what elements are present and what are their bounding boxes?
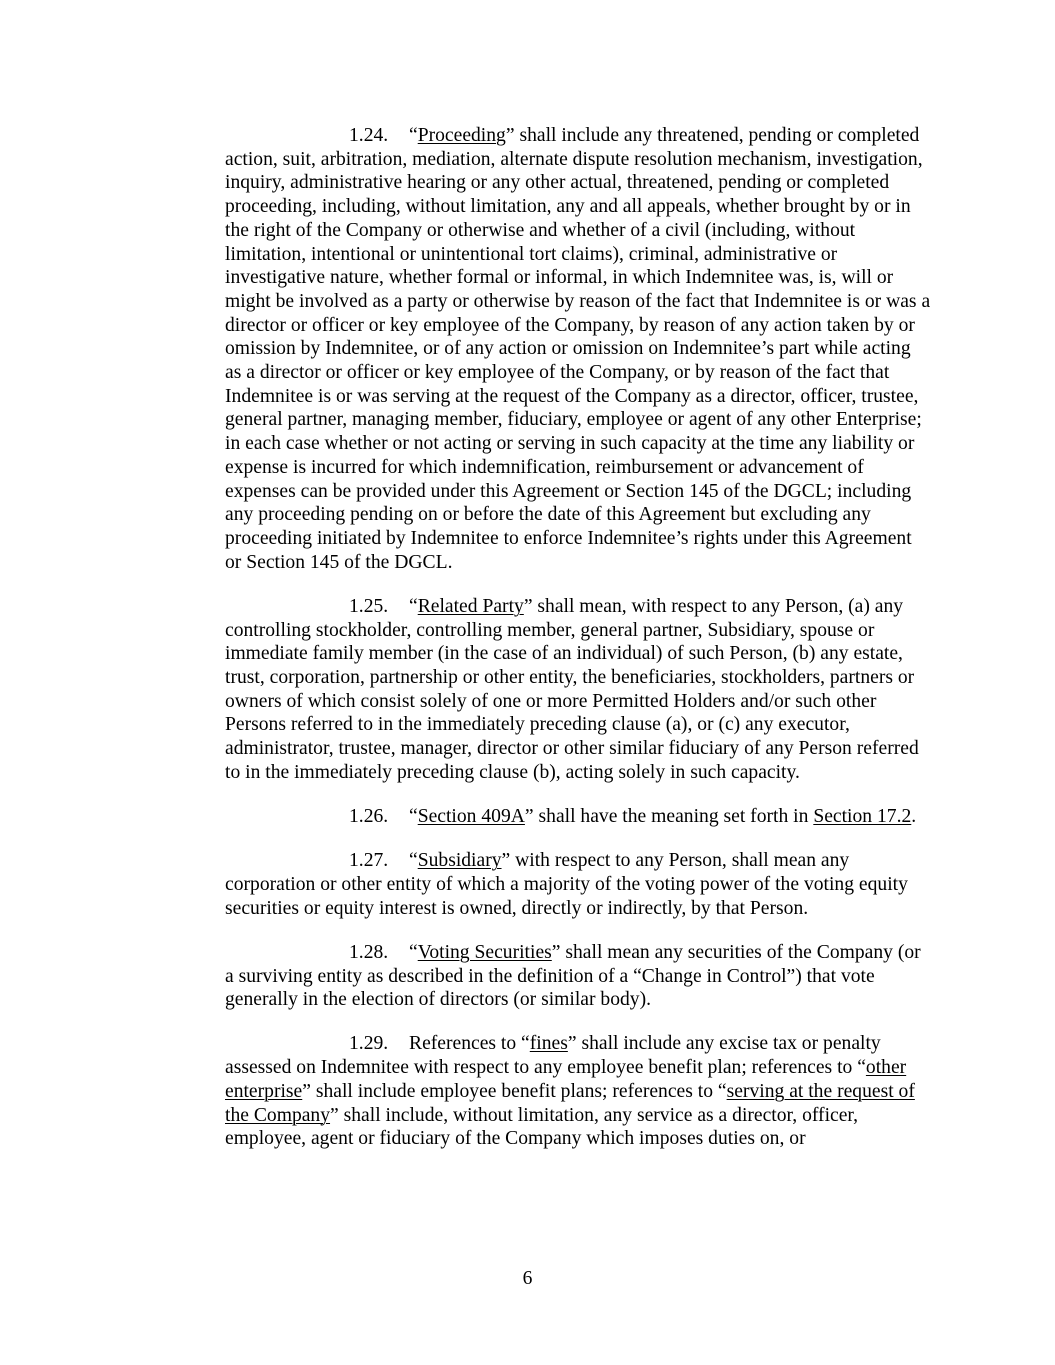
cross-reference-section-17-2: Section 17.2 [813,805,912,827]
section-number: 1.29. [349,1033,389,1055]
open-quote: “ [409,941,418,963]
defined-term-section-409a: Section 409A [417,805,525,827]
section-lead: References to “ [409,1033,530,1055]
defined-term-fines: fines [529,1033,568,1055]
page-number: 6 [522,1268,533,1289]
section-end: . [911,805,917,827]
section-text: ” shall mean any securities of the Company (or a surviving entity as described in the definition of a “Change in Control”) that vote generally in the election of directors (or similar body). [225,941,921,1011]
section-1-26 [225,805,931,829]
defined-term-voting-securities: Voting Securities [417,941,552,963]
document-body [225,124,931,1171]
section-text: ” shall mean, with respect to any Person, (a) any controlling stockholder, controlling member, general partner, Subsidiary, spouse or immediate family member (in the case of an individual) of such Person, (b) any estate, trust, corporation, partnership or other entity, the beneficiaries, stockholders, partners or owners of which consist solely of one or more Permitted Holders and/or such other Persons referred to in the immediately preceding clause (a), or (c) any executor, administrator, trustee, manager, director or other similar fiduciary of any Person referred to in the immediately preceding clause (b), acting solely in such capacity. [225,595,919,783]
defined-term-related-party: Related Party [417,595,524,617]
open-quote: “ [409,805,418,827]
section-1-27 [225,849,931,920]
defined-term-proceeding: Proceeding [417,125,506,146]
open-quote: “ [409,125,418,146]
defined-term-subsidiary: Subsidiary [417,850,502,872]
section-number: 1.25. [349,595,389,617]
section-number: 1.28. [349,941,389,963]
section-1-24 [225,124,931,574]
section-1-25 [225,595,931,785]
open-quote: “ [409,850,418,872]
section-text: ” shall have the meaning set forth in [524,805,814,827]
section-text: ” with respect to any Person, shall mean any corporation or other entity of which a majority of the voting power of the voting equity securities or equity interest is owned, directly or indirectly, by that Person. [225,850,908,919]
section-1-29 [225,1032,931,1151]
section-text: ” shall include any threatened, pending or completed action, suit, arbitration, mediation, alternate dispute resolution mechanism, investigation, inquiry, administrative hearing or any other actual, threatened, pending or completed proceeding, including, without limitation, any and all appeals, whether brought by or in the right of the Company or otherwise and whether of a civil (including, without limitation, intentional or unintentional tort claims), criminal, administrative or investigative nature, whether formal or informal, in which Indemnitee was, is, will or might be involved as a party or otherwise by reason of the fact that Indemnitee is or was a director or officer or key employee of the Company, by reason of any action taken by or omission by Indemnitee, or of any action or omission on Indemnitee’s part while acting as a director or officer or key employee of the Company, or by reason of the fact that Indemnitee is or was serving at the request of the Company as a director, officer, trustee, general partner, managing member, fiduciary, employee or agent of any other Enterprise; in each case whether or not acting or serving in such capacity at the time any liability or expense is incurred for which indemnification, reimbursement or advancement of expenses can be provided under this Agreement or Section 145 of the DGCL; including any proceeding pending on or before the date of this Agreement but excluding any proceeding initiated by Indemnitee to enforce Indemnitee’s rights under this Agreement or Section 145 of the DGCL. [225,125,931,573]
section-number: 1.27. [349,850,389,872]
section-number: 1.24. [349,125,389,146]
section-1-28 [225,941,931,1012]
section-text-3: ” shall include, without limitation, any service as a director, officer, employee, agent or fiduciary of the Company which imposes duties on, or [225,1104,859,1150]
section-number: 1.26. [349,805,389,827]
open-quote: “ [409,595,418,617]
section-text-1: ” shall include any excise tax or penalty assessed on Indemnitee with respect to any employee benefit plan; references to “ [225,1033,881,1079]
section-text-2: ” shall include employee benefit plans; references to “ [302,1080,727,1102]
defined-term-other-enterprise: other enterprise [225,1057,907,1102]
defined-term-serving-at-request: serving at the request of the Company [225,1080,915,1126]
